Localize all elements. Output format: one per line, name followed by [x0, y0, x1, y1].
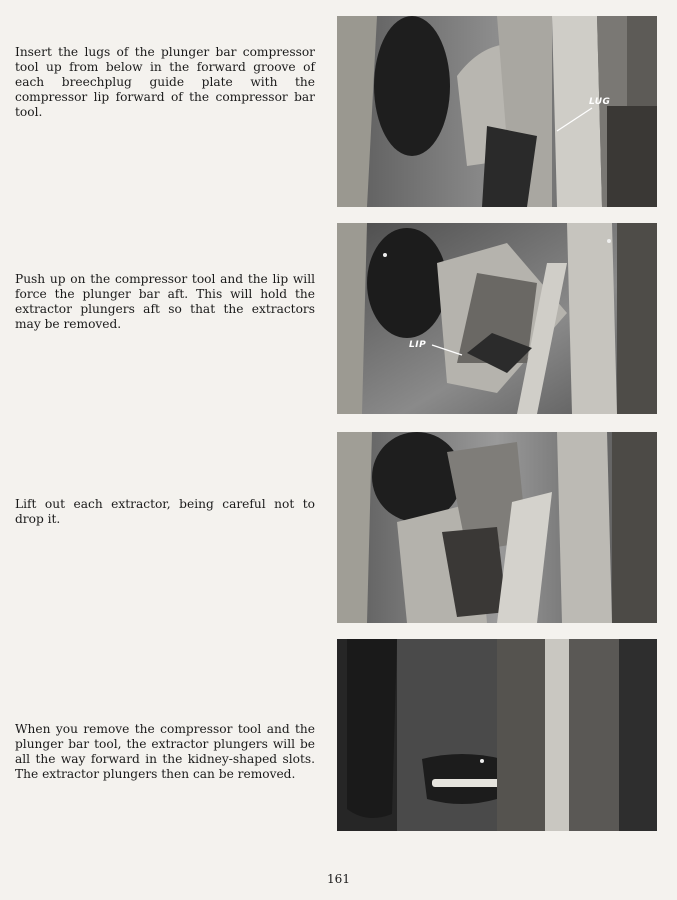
photo-extractor-plungers	[337, 639, 657, 831]
photo-lift-extractor	[337, 432, 657, 623]
instruction-step-4: When you remove the compressor tool and the plunger bar tool, the extractor plungers will be all the way forward in the kidney-shaped slots. The extractor plungers then can be removed.	[15, 722, 315, 781]
instruction-step-2: Push up on the compressor tool and the lip will force the plunger bar aft. This will hold the extractor plungers aft so that the extractors may be removed.	[15, 272, 315, 331]
instruction-step-3: Lift out each extractor, being careful not to drop it.	[15, 497, 315, 526]
lug-callout: LUG	[589, 97, 611, 107]
instruction-step-1: Insert the lugs of the plunger bar compressor tool up from below in the forward groove of each breechplug guide plate with the compressor lip forward of the compressor bar tool.	[15, 45, 315, 119]
lip-callout: LIP	[409, 340, 427, 350]
photo-compressor-tool-lugs	[337, 16, 657, 207]
photo-compressor-lip	[337, 223, 657, 414]
page-number: 161	[327, 872, 350, 886]
